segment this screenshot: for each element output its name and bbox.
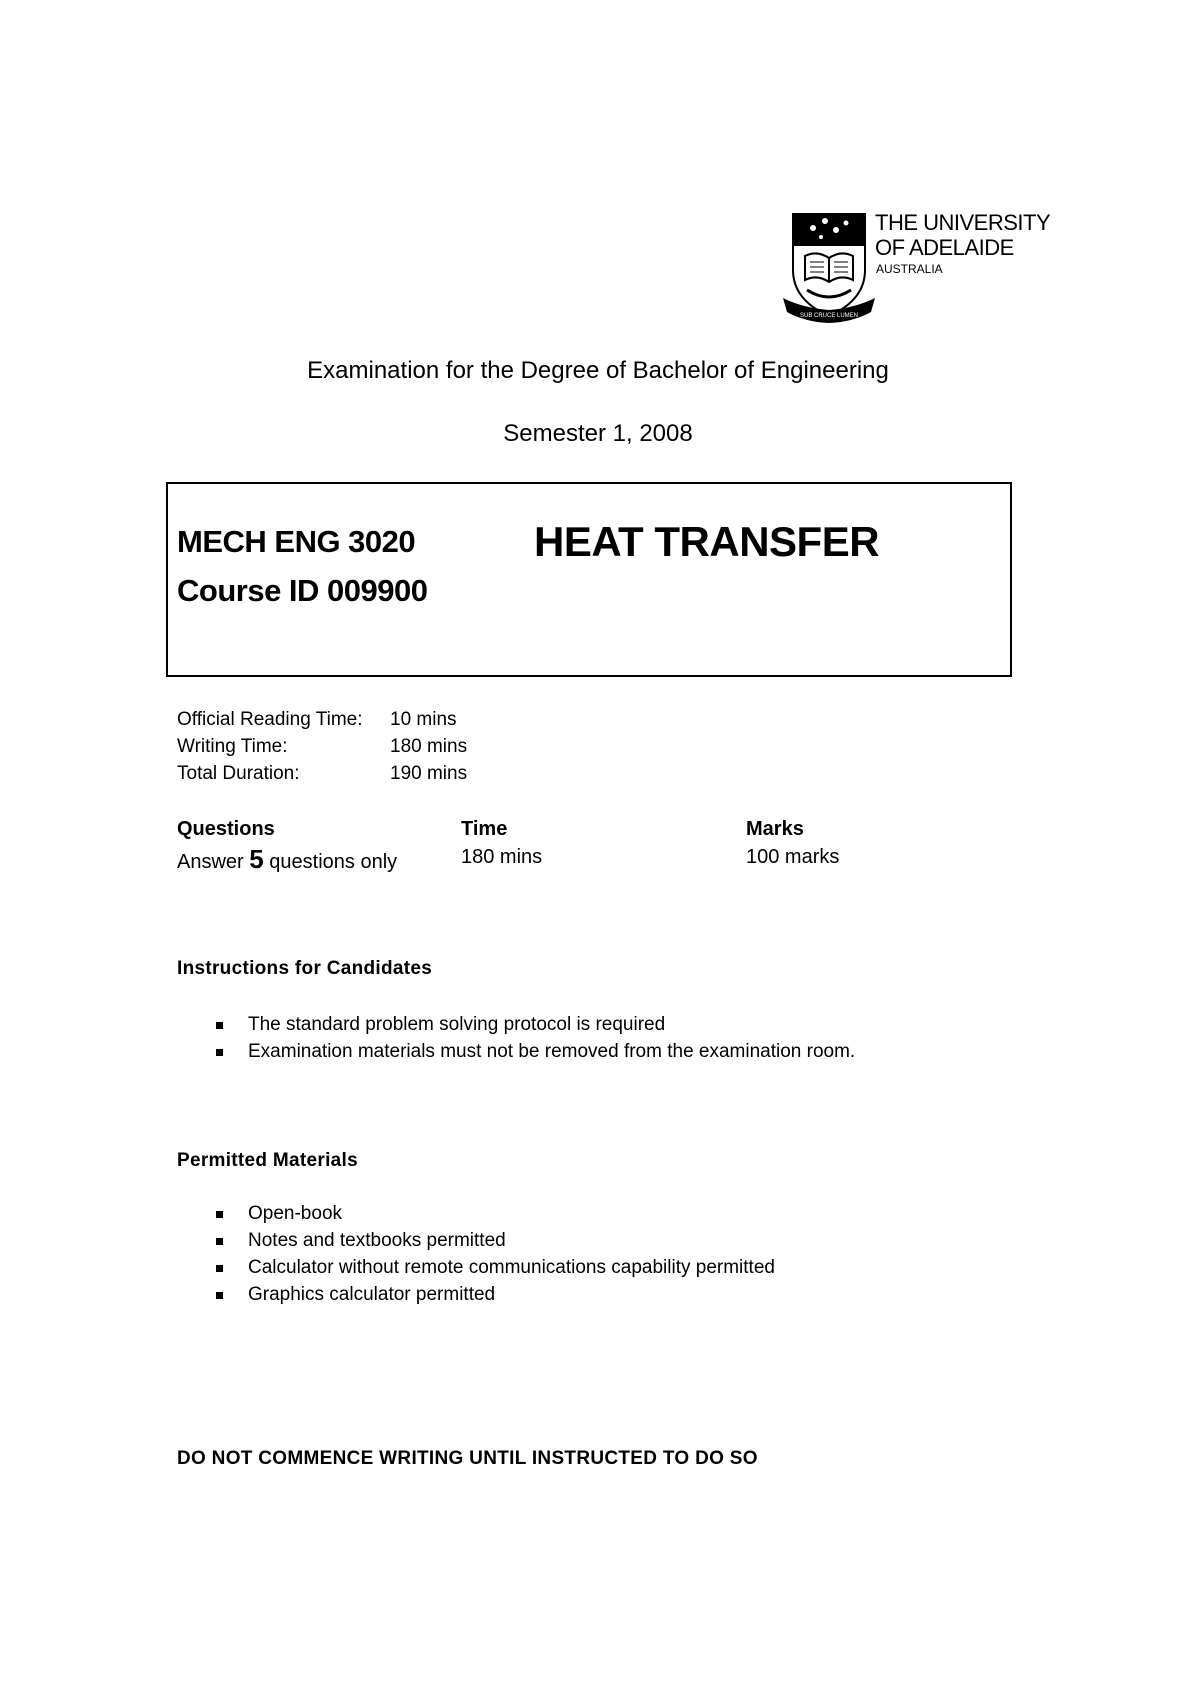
permitted-materials-list xyxy=(0,1203,775,1311)
bullet-square-icon xyxy=(216,1292,223,1299)
list-item xyxy=(0,1257,775,1284)
instructions-list xyxy=(0,1014,855,1068)
timing-value: 180 mins xyxy=(390,736,468,757)
time-value: 180 mins xyxy=(461,846,543,868)
list-item-text: Notes and textbooks permitted xyxy=(248,1230,506,1251)
list-item-text: Graphics calculator permitted xyxy=(248,1284,496,1305)
course-code: MECH ENG 3020 xyxy=(177,524,416,559)
answer-prefix: Answer xyxy=(177,851,244,873)
timing-value: 190 mins xyxy=(390,763,468,784)
commence-warning: DO NOT COMMENCE WRITING UNTIL INSTRUCTED TO DO SO xyxy=(177,1448,758,1469)
exam-title: Examination for the Degree of Bachelor of Engineering xyxy=(307,357,889,384)
timing-label: Official Reading Time: xyxy=(177,709,363,730)
timing-value: 10 mins xyxy=(390,709,457,730)
bullet-square-icon xyxy=(216,1049,223,1056)
list-item-text: Calculator without remote communications capability permitted xyxy=(248,1257,775,1278)
bullet-square-icon xyxy=(216,1022,223,1029)
university-name-line1: THE UNIVERSITY xyxy=(875,210,1051,235)
answer-count: 5 xyxy=(249,844,264,874)
course-name: HEAT TRANSFER xyxy=(534,518,880,565)
university-name-line2: OF ADELAIDE xyxy=(875,235,1014,260)
timing-label: Writing Time: xyxy=(177,736,288,757)
list-item-text: The standard problem solving protocol is required xyxy=(248,1014,666,1035)
timing-label: Total Duration: xyxy=(177,763,300,784)
bullet-square-icon xyxy=(216,1238,223,1245)
course-id: Course ID 009900 xyxy=(177,573,428,608)
permitted-materials-heading: Permitted Materials xyxy=(177,1150,358,1171)
marks-value: 100 marks xyxy=(746,846,840,868)
list-item xyxy=(0,1230,775,1257)
timing-row xyxy=(177,736,467,758)
bullet-square-icon xyxy=(216,1265,223,1272)
answer-requirement xyxy=(177,846,397,874)
list-item xyxy=(0,1284,775,1311)
semester: Semester 1, 2008 xyxy=(503,420,693,447)
instructions-heading: Instructions for Candidates xyxy=(177,958,433,979)
list-item xyxy=(0,1203,775,1230)
university-country: AUSTRALIA xyxy=(876,262,943,276)
list-item-text: Examination materials must not be removed from the examination room. xyxy=(248,1041,856,1062)
time-header: Time xyxy=(461,818,508,840)
svg-text:SUB CRUCE LUMEN: SUB CRUCE LUMEN xyxy=(799,313,859,319)
university-crest-logo xyxy=(783,212,875,324)
questions-header: Questions xyxy=(177,818,275,840)
timing-row xyxy=(177,709,457,731)
list-item xyxy=(0,1014,855,1041)
marks-header: Marks xyxy=(746,818,804,840)
bullet-square-icon xyxy=(216,1211,223,1218)
timing-row xyxy=(177,763,467,785)
list-item xyxy=(0,1041,855,1068)
answer-suffix: questions only xyxy=(269,851,398,873)
list-item-text: Open-book xyxy=(248,1203,343,1224)
